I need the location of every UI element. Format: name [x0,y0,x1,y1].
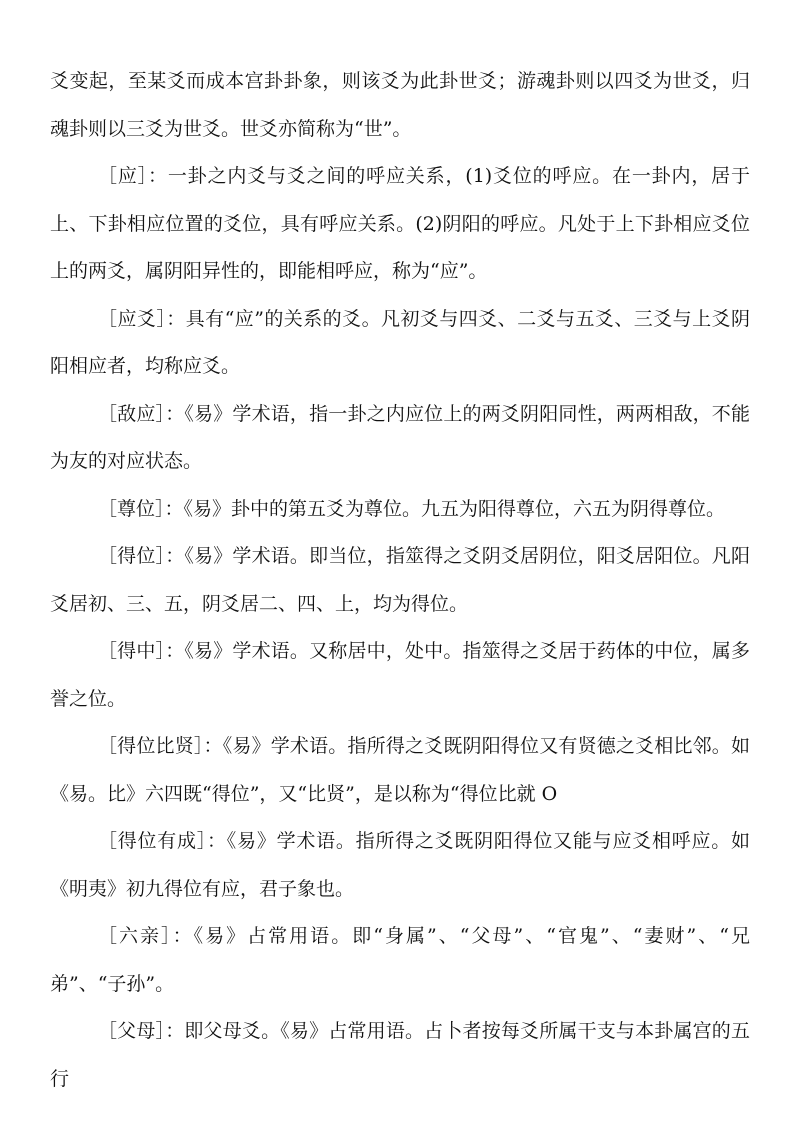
paragraph-di-ying: ［敌应］：《易》学术语，指一卦之内应位上的两爻阴阳同性，两两相敌，不能为友的对应状态。 [50,402,750,472]
paragraph-ying: ［应］：一卦之内爻与爻之间的呼应关系，(1)爻位的呼应。在一卦内，居于上、下卦相应位置的爻位，具有呼应关系。(2)阴阳的呼应。凡处于上下卦相应爻位上的两爻，属阴阳异性的，即能相呼应，称为“应”。 [50,165,750,282]
document-page [50,58,750,1103]
paragraph-de-zhong: ［得中］：《易》学术语。又称居中，处中。指筮得之爻居于药体的中位，属多誉之位。 [50,640,750,710]
paragraph-de-wei-you-cheng: ［得位有成］：《易》学术语。指所得之爻既阴阳得位又能与应爻相呼应。如《明夷》初九得位有应，君子象也。 [50,830,750,900]
paragraph-de-wei-bi-xian: ［得位比贤］：《易》学术语。指所得之爻既阴阳得位又有贤德之爻相比邻。如《易。比》六四既“得位”，又“比贤”，是以称为“得位比就 O [50,735,750,805]
paragraph-shi-yao-continued: 爻变起，至某爻而成本宫卦卦象，则该爻为此卦世爻；游魂卦则以四爻为世爻，归魂卦则以三爻为世爻。世爻亦简称为“世”。 [50,70,750,140]
paragraph-ying-yao: ［应爻］：具有“应”的关系的爻。凡初爻与四爻、二爻与五爻、三爻与上爻阴阳相应者，均称应爻。 [50,307,750,377]
paragraph-de-wei: ［得位］：《易》学术语。即当位，指筮得之爻阴爻居阴位，阳爻居阳位。凡阳爻居初、三、五，阴爻居二、四、上，均为得位。 [50,545,750,615]
paragraph-fu-mu: ［父母］：即父母爻。《易》占常用语。占卜者按每爻所属干支与本卦属宫的五行 [50,1020,750,1090]
paragraph-liu-qin: ［六亲］：《易》占常用语。即“身属”、“父母”、“官鬼”、“妻财”、“兄弟”、“子孙”。 [50,925,750,995]
paragraph-zun-wei: ［尊位］：《易》卦中的第五爻为尊位。九五为阳得尊位，六五为阴得尊位。 [98,497,726,520]
